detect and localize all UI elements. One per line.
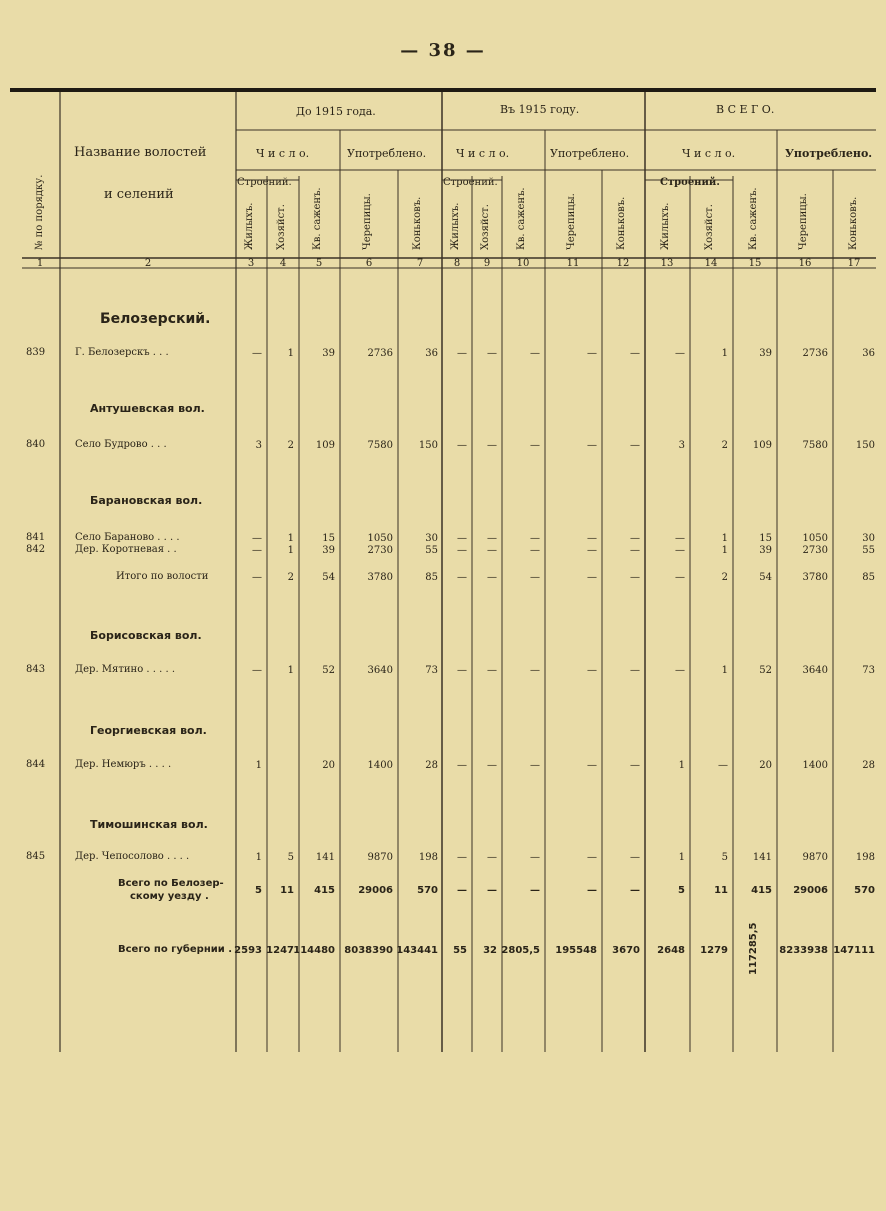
khozyaist-header-1: Хозяйст. xyxy=(276,204,287,250)
konkov-header-2: Коньковъ. xyxy=(616,196,627,250)
cell-col-14: 11 xyxy=(714,885,728,896)
cell-col-10: — xyxy=(530,885,540,896)
col-name-header-line2: и селений xyxy=(104,187,174,202)
kv-sazhen-header-3: Кв. саженъ. xyxy=(748,187,759,250)
section-antushevskaya: Антушевская вол. xyxy=(90,402,205,415)
row-name: Село Будрово . . . xyxy=(75,439,167,450)
cell-col-14: 1279 xyxy=(700,945,728,956)
cell-col-15: 15 xyxy=(759,533,772,544)
cell-col-15: 109 xyxy=(752,440,772,451)
column-number: 12 xyxy=(616,258,630,269)
cell-col-4: 1 xyxy=(287,348,294,359)
cell-col-10: — xyxy=(530,533,540,544)
section-borisovskaya: Борисовская вол. xyxy=(90,629,202,642)
column-number: 15 xyxy=(748,258,762,269)
kv-sazhen-header-1: Кв. саженъ. xyxy=(312,187,323,250)
cherepitsy-header-3: Черепицы. xyxy=(798,193,809,250)
column-number: 2 xyxy=(144,258,152,269)
cell-col-3: 1 xyxy=(255,852,262,863)
cell-col-5: 141 xyxy=(315,852,335,863)
cell-col-8: — xyxy=(457,440,467,451)
cell-col-4: 5 xyxy=(287,852,294,863)
cell-col-15: 141 xyxy=(752,852,772,863)
cell-col-16: 1400 xyxy=(802,760,828,771)
cell-col-6: 1050 xyxy=(367,533,393,544)
page-number: — 38 — xyxy=(400,40,486,61)
cell-col-4: 1247 xyxy=(266,945,294,956)
cell-col-11: — xyxy=(587,665,597,676)
cell-col-3: 5 xyxy=(255,885,262,896)
cell-col-17: 85 xyxy=(862,572,875,583)
konkov-header-1: Коньковъ. xyxy=(412,196,423,250)
cell-col-8: — xyxy=(457,885,467,896)
cell-col-4: 2 xyxy=(287,440,294,451)
column-number: 5 xyxy=(315,258,323,269)
column-number: 11 xyxy=(566,258,580,269)
stroeniy-header-1: Строений. xyxy=(237,177,292,188)
cell-col-10: 2805,5 xyxy=(501,945,540,956)
cell-col-12: — xyxy=(630,348,640,359)
zhilykh-header-1: Жилыхъ. xyxy=(244,202,255,250)
cell-col-7: 73 xyxy=(425,665,438,676)
cell-col-6: 29006 xyxy=(358,885,393,896)
cell-col-6: 2730 xyxy=(367,545,393,556)
cell-col-15: 20 xyxy=(759,760,772,771)
cell-col-11: — xyxy=(587,760,597,771)
cell-col-12: — xyxy=(630,760,640,771)
row-name: Дер. Немюръ . . . . xyxy=(75,759,172,770)
cell-col-5: 15 xyxy=(322,533,335,544)
section-georgievskaya: Георгиевская вол. xyxy=(90,724,207,737)
cell-col-7: 198 xyxy=(418,852,438,863)
col-name-header-line1: Название волостей xyxy=(74,145,207,160)
cell-col-5: 54 xyxy=(322,572,335,583)
cell-col-13: 5 xyxy=(678,885,685,896)
cell-col-15: 39 xyxy=(759,545,772,556)
cell-col-7: 143441 xyxy=(396,945,438,956)
cell-col-10: — xyxy=(530,665,540,676)
row-name: Село Бараново . . . . xyxy=(75,532,180,543)
section-timoshinskaya: Тимошинская вол. xyxy=(90,818,208,831)
cell-col-12: — xyxy=(630,533,640,544)
stroeniy-header-2: Строений. xyxy=(443,177,498,188)
section-baranovskaya: Барановская вол. xyxy=(90,494,203,507)
cell-col-8: — xyxy=(457,852,467,863)
cell-col-10: — xyxy=(530,572,540,583)
cell-col-10: — xyxy=(530,545,540,556)
cell-col-16: 2736 xyxy=(802,348,828,359)
cell-col-16: 8233938 xyxy=(779,945,828,956)
cell-col-17: 36 xyxy=(862,348,875,359)
cell-col-16: 7580 xyxy=(802,440,828,451)
row-name: Итого по волости xyxy=(116,571,209,582)
cell-col-17: 570 xyxy=(854,885,875,896)
cell-col-8: — xyxy=(457,533,467,544)
cell-col-13: 1 xyxy=(678,760,685,771)
cell-col-15: 54 xyxy=(759,572,772,583)
column-number: 16 xyxy=(798,258,812,269)
cell-col-4: 1 xyxy=(287,545,294,556)
cell-col-6: 9870 xyxy=(367,852,393,863)
row-number: 840 xyxy=(26,439,46,450)
cell-col-6: 3780 xyxy=(367,572,393,583)
cell-col-11: — xyxy=(587,852,597,863)
cell-col-17: 198 xyxy=(855,852,875,863)
cell-col-9: — xyxy=(487,533,497,544)
cell-col-17: 28 xyxy=(862,760,875,771)
cell-col-7: 85 xyxy=(425,572,438,583)
cell-col-15: 117285,5 xyxy=(748,922,759,975)
cell-col-14: — xyxy=(718,760,728,771)
cell-col-9: — xyxy=(487,665,497,676)
cherepitsy-header-2: Черепицы. xyxy=(566,193,577,250)
cell-col-11: — xyxy=(587,533,597,544)
cell-col-7: 30 xyxy=(425,533,438,544)
cell-col-14: 2 xyxy=(721,572,728,583)
cell-col-12: — xyxy=(630,440,640,451)
row-number: 839 xyxy=(26,347,46,358)
cell-col-5: 109 xyxy=(315,440,335,451)
row-number: 842 xyxy=(26,544,46,555)
cell-col-17: 30 xyxy=(862,533,875,544)
cell-col-11: 195548 xyxy=(555,945,597,956)
cell-col-9: — xyxy=(487,572,497,583)
statistics-table xyxy=(0,92,886,1052)
cell-col-7: 570 xyxy=(417,885,438,896)
cell-col-3: — xyxy=(252,665,262,676)
cell-col-3: — xyxy=(252,533,262,544)
row-number: 844 xyxy=(26,759,46,770)
zhilykh-header-2: Жилыхъ. xyxy=(450,202,461,250)
cell-col-9: — xyxy=(487,440,497,451)
chislo-header-3: Ч и с л о. xyxy=(682,147,736,160)
cell-col-3: 1 xyxy=(255,760,262,771)
cell-col-13: 3 xyxy=(678,440,685,451)
cell-col-7: 55 xyxy=(425,545,438,556)
cell-col-9: — xyxy=(487,852,497,863)
cell-col-15: 39 xyxy=(759,348,772,359)
cell-col-8: 55 xyxy=(453,945,467,956)
cell-col-14: 5 xyxy=(721,852,728,863)
cell-col-15: 415 xyxy=(751,885,772,896)
cell-col-16: 1050 xyxy=(802,533,828,544)
cell-col-5: 39 xyxy=(322,348,335,359)
cell-col-17: 73 xyxy=(862,665,875,676)
cell-col-14: 2 xyxy=(721,440,728,451)
column-number: 8 xyxy=(453,258,461,269)
cell-col-14: 1 xyxy=(721,665,728,676)
cell-col-15: 52 xyxy=(759,665,772,676)
row-number: 841 xyxy=(26,532,46,543)
cell-col-3: — xyxy=(252,348,262,359)
cell-col-13: — xyxy=(675,545,685,556)
column-number: 1 xyxy=(36,258,44,269)
column-number: 4 xyxy=(279,258,287,269)
row-number: 843 xyxy=(26,664,46,675)
cell-col-9: — xyxy=(487,885,497,896)
column-number: 14 xyxy=(704,258,718,269)
cherepitsy-header-1: Черепицы. xyxy=(362,193,373,250)
cell-col-4: 1 xyxy=(287,665,294,676)
group-header-total: В С Е Г О. xyxy=(716,103,775,116)
cell-col-12: — xyxy=(630,885,640,896)
cell-col-12: — xyxy=(630,572,640,583)
cell-col-5: 39 xyxy=(322,545,335,556)
cell-col-6: 2736 xyxy=(367,348,393,359)
cell-col-12: — xyxy=(630,665,640,676)
cell-col-16: 29006 xyxy=(793,885,828,896)
cell-col-13: — xyxy=(675,572,685,583)
group-header-before-1915: До 1915 года. xyxy=(296,105,376,118)
cell-col-17: 55 xyxy=(862,545,875,556)
cell-col-10: — xyxy=(530,760,540,771)
cell-col-4: 1 xyxy=(287,533,294,544)
row-number: 845 xyxy=(26,851,46,862)
column-number: 10 xyxy=(516,258,530,269)
cell-col-14: 1 xyxy=(721,545,728,556)
cell-col-10: — xyxy=(530,348,540,359)
cell-col-4: 11 xyxy=(280,885,294,896)
khozyaist-header-3: Хозяйст. xyxy=(704,204,715,250)
khozyaist-header-2: Хозяйст. xyxy=(480,204,491,250)
row-name: Дер. Мятино . . . . . xyxy=(75,664,176,675)
cell-col-12: 3670 xyxy=(612,945,640,956)
chislo-header-2: Ч и с л о. xyxy=(456,147,510,160)
cell-col-6: 7580 xyxy=(367,440,393,451)
cell-col-9: — xyxy=(487,348,497,359)
stroeniy-header-3: Строений. xyxy=(660,177,720,188)
cell-col-8: — xyxy=(457,665,467,676)
row-name: Г. Белозерскъ . . . xyxy=(75,347,169,358)
cell-col-8: — xyxy=(457,348,467,359)
cell-col-16: 3780 xyxy=(802,572,828,583)
cell-col-6: 3640 xyxy=(367,665,393,676)
column-number: 17 xyxy=(847,258,861,269)
row-name: Всего по губернии . xyxy=(118,944,233,955)
cell-col-14: 1 xyxy=(721,348,728,359)
column-number: 7 xyxy=(416,258,424,269)
cell-col-16: 3640 xyxy=(802,665,828,676)
cell-col-16: 9870 xyxy=(802,852,828,863)
cell-col-9: — xyxy=(487,760,497,771)
cell-col-8: — xyxy=(457,545,467,556)
cell-col-5: 415 xyxy=(314,885,335,896)
cell-col-6: 8038390 xyxy=(344,945,393,956)
cell-col-5: 52 xyxy=(322,665,335,676)
cell-col-17: 147111 xyxy=(833,945,875,956)
row-name: Дер. Коротневая . . xyxy=(75,544,177,555)
cell-col-7: 150 xyxy=(418,440,438,451)
cell-col-7: 36 xyxy=(425,348,438,359)
upotrebleno-header-2: Употреблено. xyxy=(550,147,630,160)
group-header-1915: Въ 1915 году. xyxy=(500,103,580,116)
cell-col-11: — xyxy=(587,572,597,583)
cell-col-11: — xyxy=(587,440,597,451)
cell-col-3: — xyxy=(252,572,262,583)
cell-col-13: — xyxy=(675,665,685,676)
cell-col-5: 114480 xyxy=(293,945,335,956)
cell-col-6: 1400 xyxy=(367,760,393,771)
cell-col-14: 1 xyxy=(721,533,728,544)
column-number: 3 xyxy=(247,258,255,269)
cell-col-9: 32 xyxy=(483,945,497,956)
kv-sazhen-header-2: Кв. саженъ. xyxy=(516,187,527,250)
cell-col-10: — xyxy=(530,440,540,451)
cell-col-9: — xyxy=(487,545,497,556)
cell-col-17: 150 xyxy=(855,440,875,451)
konkov-header-3: Коньковъ. xyxy=(848,196,859,250)
upotrebleno-header-1: Употреблено. xyxy=(347,147,427,160)
row-name: Дер. Чепосолово . . . . xyxy=(75,851,190,862)
cell-col-11: — xyxy=(587,545,597,556)
zhilykh-header-3: Жилыхъ. xyxy=(660,202,671,250)
cell-col-10: — xyxy=(530,852,540,863)
cell-col-16: 2730 xyxy=(802,545,828,556)
upotrebleno-header-3: Употреблено. xyxy=(785,147,873,160)
col-no-header: № по порядку. xyxy=(34,174,45,250)
section-district: Белозерский. xyxy=(100,311,211,327)
cell-col-3: — xyxy=(252,545,262,556)
chislo-header-1: Ч и с л о. xyxy=(256,147,310,160)
column-number: 13 xyxy=(660,258,674,269)
row-name-continued: скому уезду . xyxy=(130,891,209,902)
cell-col-13: 1 xyxy=(678,852,685,863)
cell-col-11: — xyxy=(587,348,597,359)
row-name: Всего по Белозер- xyxy=(118,878,224,889)
cell-col-12: — xyxy=(630,545,640,556)
cell-col-5: 20 xyxy=(322,760,335,771)
cell-col-8: — xyxy=(457,760,467,771)
cell-col-3: 2593 xyxy=(234,945,262,956)
cell-col-8: — xyxy=(457,572,467,583)
cell-col-3: 3 xyxy=(255,440,262,451)
cell-col-13: — xyxy=(675,348,685,359)
cell-col-12: — xyxy=(630,852,640,863)
cell-col-13: 2648 xyxy=(657,945,685,956)
cell-col-13: — xyxy=(675,533,685,544)
cell-col-4: 2 xyxy=(287,572,294,583)
cell-col-7: 28 xyxy=(425,760,438,771)
column-number: 6 xyxy=(365,258,373,269)
column-number: 9 xyxy=(483,258,491,269)
cell-col-11: — xyxy=(587,885,597,896)
